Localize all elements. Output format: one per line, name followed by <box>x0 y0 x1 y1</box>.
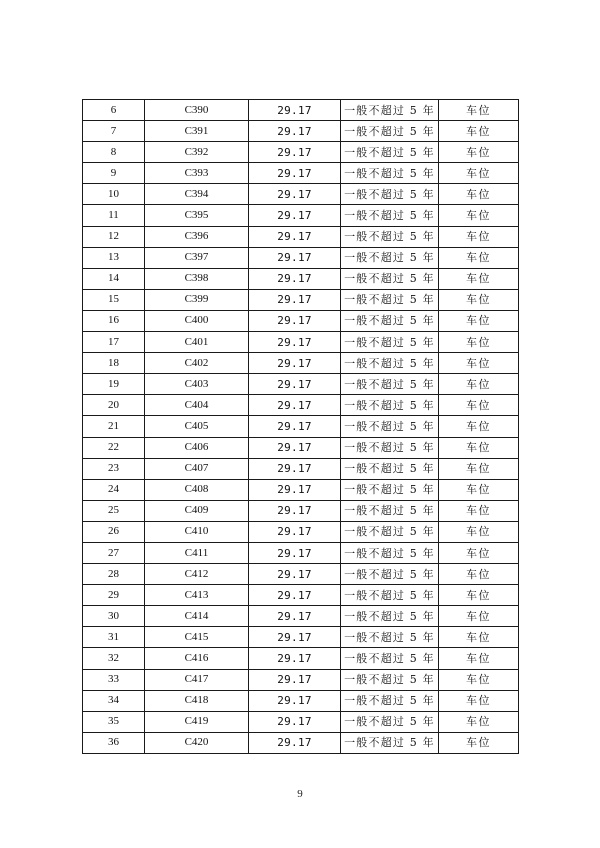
usage-cell: 车位 <box>439 289 519 310</box>
term-cell: 一般不超过 5 年 <box>341 542 439 563</box>
row-number-cell: 26 <box>83 521 145 542</box>
space-code-cell: C419 <box>145 711 249 732</box>
table-row <box>83 353 519 374</box>
table-row <box>83 332 519 353</box>
term-cell: 一般不超过 5 年 <box>341 732 439 753</box>
usage-cell: 车位 <box>439 142 519 163</box>
space-code-cell: C408 <box>145 479 249 500</box>
row-number-cell: 8 <box>83 142 145 163</box>
table-row <box>83 142 519 163</box>
table-row <box>83 500 519 521</box>
table-row <box>83 732 519 753</box>
space-code-cell: C412 <box>145 564 249 585</box>
area-cell: 29.17 <box>249 268 341 289</box>
usage-cell: 车位 <box>439 247 519 268</box>
space-code-cell: C404 <box>145 395 249 416</box>
row-number-cell: 29 <box>83 585 145 606</box>
row-number-cell: 36 <box>83 732 145 753</box>
space-code-cell: C397 <box>145 247 249 268</box>
term-cell: 一般不超过 5 年 <box>341 437 439 458</box>
row-number-cell: 14 <box>83 268 145 289</box>
space-code-cell: C391 <box>145 121 249 142</box>
area-cell: 29.17 <box>249 332 341 353</box>
usage-cell: 车位 <box>439 711 519 732</box>
table-row <box>83 226 519 247</box>
table-row <box>83 564 519 585</box>
area-cell: 29.17 <box>249 648 341 669</box>
area-cell: 29.17 <box>249 353 341 374</box>
term-cell: 一般不超过 5 年 <box>341 184 439 205</box>
space-code-cell: C399 <box>145 289 249 310</box>
table-row <box>83 648 519 669</box>
space-code-cell: C406 <box>145 437 249 458</box>
space-code-cell: C411 <box>145 542 249 563</box>
term-cell: 一般不超过 5 年 <box>341 458 439 479</box>
row-number-cell: 23 <box>83 458 145 479</box>
row-number-cell: 28 <box>83 564 145 585</box>
term-cell: 一般不超过 5 年 <box>341 163 439 184</box>
term-cell: 一般不超过 5 年 <box>341 711 439 732</box>
area-cell: 29.17 <box>249 226 341 247</box>
area-cell: 29.17 <box>249 416 341 437</box>
row-number-cell: 15 <box>83 289 145 310</box>
term-cell: 一般不超过 5 年 <box>341 268 439 289</box>
usage-cell: 车位 <box>439 184 519 205</box>
space-code-cell: C392 <box>145 142 249 163</box>
usage-cell: 车位 <box>439 542 519 563</box>
area-cell: 29.17 <box>249 184 341 205</box>
space-code-cell: C401 <box>145 332 249 353</box>
row-number-cell: 17 <box>83 332 145 353</box>
term-cell: 一般不超过 5 年 <box>341 479 439 500</box>
row-number-cell: 16 <box>83 310 145 331</box>
term-cell: 一般不超过 5 年 <box>341 374 439 395</box>
usage-cell: 车位 <box>439 100 519 121</box>
area-cell: 29.17 <box>249 437 341 458</box>
usage-cell: 车位 <box>439 648 519 669</box>
table-row <box>83 416 519 437</box>
table-row <box>83 606 519 627</box>
usage-cell: 车位 <box>439 732 519 753</box>
table-row <box>83 690 519 711</box>
space-code-cell: C420 <box>145 732 249 753</box>
space-code-cell: C418 <box>145 690 249 711</box>
row-number-cell: 9 <box>83 163 145 184</box>
table-row <box>83 374 519 395</box>
area-cell: 29.17 <box>249 458 341 479</box>
space-code-cell: C400 <box>145 310 249 331</box>
usage-cell: 车位 <box>439 121 519 142</box>
table-row <box>83 458 519 479</box>
table-row <box>83 289 519 310</box>
table-row <box>83 100 519 121</box>
space-code-cell: C403 <box>145 374 249 395</box>
usage-cell: 车位 <box>439 500 519 521</box>
usage-cell: 车位 <box>439 669 519 690</box>
table-row <box>83 542 519 563</box>
term-cell: 一般不超过 5 年 <box>341 395 439 416</box>
area-cell: 29.17 <box>249 690 341 711</box>
area-cell: 29.17 <box>249 247 341 268</box>
area-cell: 29.17 <box>249 310 341 331</box>
area-cell: 29.17 <box>249 142 341 163</box>
table-row <box>83 711 519 732</box>
usage-cell: 车位 <box>439 690 519 711</box>
space-code-cell: C402 <box>145 353 249 374</box>
table-row <box>83 521 519 542</box>
area-cell: 29.17 <box>249 585 341 606</box>
table-row <box>83 479 519 500</box>
table-row <box>83 121 519 142</box>
area-cell: 29.17 <box>249 121 341 142</box>
term-cell: 一般不超过 5 年 <box>341 121 439 142</box>
usage-cell: 车位 <box>439 310 519 331</box>
usage-cell: 车位 <box>439 627 519 648</box>
usage-cell: 车位 <box>439 416 519 437</box>
usage-cell: 车位 <box>439 437 519 458</box>
area-cell: 29.17 <box>249 542 341 563</box>
row-number-cell: 25 <box>83 500 145 521</box>
row-number-cell: 30 <box>83 606 145 627</box>
row-number-cell: 6 <box>83 100 145 121</box>
row-number-cell: 12 <box>83 226 145 247</box>
space-code-cell: C415 <box>145 627 249 648</box>
table-row <box>83 247 519 268</box>
row-number-cell: 21 <box>83 416 145 437</box>
usage-cell: 车位 <box>439 226 519 247</box>
row-number-cell: 10 <box>83 184 145 205</box>
row-number-cell: 20 <box>83 395 145 416</box>
term-cell: 一般不超过 5 年 <box>341 226 439 247</box>
term-cell: 一般不超过 5 年 <box>341 500 439 521</box>
space-code-cell: C395 <box>145 205 249 226</box>
table-row <box>83 205 519 226</box>
row-number-cell: 19 <box>83 374 145 395</box>
row-number-cell: 22 <box>83 437 145 458</box>
area-cell: 29.17 <box>249 374 341 395</box>
usage-cell: 车位 <box>439 395 519 416</box>
row-number-cell: 34 <box>83 690 145 711</box>
space-code-cell: C405 <box>145 416 249 437</box>
space-code-cell: C414 <box>145 606 249 627</box>
area-cell: 29.17 <box>249 163 341 184</box>
table-body <box>83 100 519 754</box>
usage-cell: 车位 <box>439 606 519 627</box>
table-row <box>83 184 519 205</box>
term-cell: 一般不超过 5 年 <box>341 669 439 690</box>
space-code-cell: C393 <box>145 163 249 184</box>
table-row <box>83 669 519 690</box>
usage-cell: 车位 <box>439 268 519 289</box>
table-row <box>83 585 519 606</box>
term-cell: 一般不超过 5 年 <box>341 100 439 121</box>
space-code-cell: C407 <box>145 458 249 479</box>
row-number-cell: 32 <box>83 648 145 669</box>
area-cell: 29.17 <box>249 395 341 416</box>
usage-cell: 车位 <box>439 205 519 226</box>
usage-cell: 车位 <box>439 458 519 479</box>
term-cell: 一般不超过 5 年 <box>341 606 439 627</box>
space-code-cell: C410 <box>145 521 249 542</box>
term-cell: 一般不超过 5 年 <box>341 353 439 374</box>
usage-cell: 车位 <box>439 353 519 374</box>
row-number-cell: 33 <box>83 669 145 690</box>
area-cell: 29.17 <box>249 500 341 521</box>
usage-cell: 车位 <box>439 479 519 500</box>
term-cell: 一般不超过 5 年 <box>341 416 439 437</box>
term-cell: 一般不超过 5 年 <box>341 332 439 353</box>
space-code-cell: C396 <box>145 226 249 247</box>
area-cell: 29.17 <box>249 711 341 732</box>
row-number-cell: 11 <box>83 205 145 226</box>
table-row <box>83 310 519 331</box>
parking-space-table <box>82 99 519 754</box>
area-cell: 29.17 <box>249 606 341 627</box>
term-cell: 一般不超过 5 年 <box>341 690 439 711</box>
table-row <box>83 437 519 458</box>
table-row <box>83 627 519 648</box>
term-cell: 一般不超过 5 年 <box>341 564 439 585</box>
row-number-cell: 24 <box>83 479 145 500</box>
area-cell: 29.17 <box>249 479 341 500</box>
term-cell: 一般不超过 5 年 <box>341 205 439 226</box>
page-number: 9 <box>297 788 303 800</box>
area-cell: 29.17 <box>249 100 341 121</box>
row-number-cell: 27 <box>83 542 145 563</box>
table-row <box>83 395 519 416</box>
area-cell: 29.17 <box>249 627 341 648</box>
space-code-cell: C390 <box>145 100 249 121</box>
area-cell: 29.17 <box>249 205 341 226</box>
usage-cell: 车位 <box>439 585 519 606</box>
space-code-cell: C409 <box>145 500 249 521</box>
term-cell: 一般不超过 5 年 <box>341 289 439 310</box>
term-cell: 一般不超过 5 年 <box>341 648 439 669</box>
term-cell: 一般不超过 5 年 <box>341 310 439 331</box>
usage-cell: 车位 <box>439 521 519 542</box>
usage-cell: 车位 <box>439 374 519 395</box>
usage-cell: 车位 <box>439 163 519 184</box>
area-cell: 29.17 <box>249 669 341 690</box>
term-cell: 一般不超过 5 年 <box>341 585 439 606</box>
usage-cell: 车位 <box>439 564 519 585</box>
area-cell: 29.17 <box>249 289 341 310</box>
area-cell: 29.17 <box>249 521 341 542</box>
row-number-cell: 13 <box>83 247 145 268</box>
table-row <box>83 163 519 184</box>
row-number-cell: 18 <box>83 353 145 374</box>
space-code-cell: C416 <box>145 648 249 669</box>
usage-cell: 车位 <box>439 332 519 353</box>
term-cell: 一般不超过 5 年 <box>341 627 439 648</box>
term-cell: 一般不超过 5 年 <box>341 142 439 163</box>
space-code-cell: C417 <box>145 669 249 690</box>
row-number-cell: 31 <box>83 627 145 648</box>
term-cell: 一般不超过 5 年 <box>341 247 439 268</box>
table-row <box>83 268 519 289</box>
area-cell: 29.17 <box>249 564 341 585</box>
area-cell: 29.17 <box>249 732 341 753</box>
space-code-cell: C413 <box>145 585 249 606</box>
term-cell: 一般不超过 5 年 <box>341 521 439 542</box>
space-code-cell: C398 <box>145 268 249 289</box>
space-code-cell: C394 <box>145 184 249 205</box>
row-number-cell: 35 <box>83 711 145 732</box>
row-number-cell: 7 <box>83 121 145 142</box>
